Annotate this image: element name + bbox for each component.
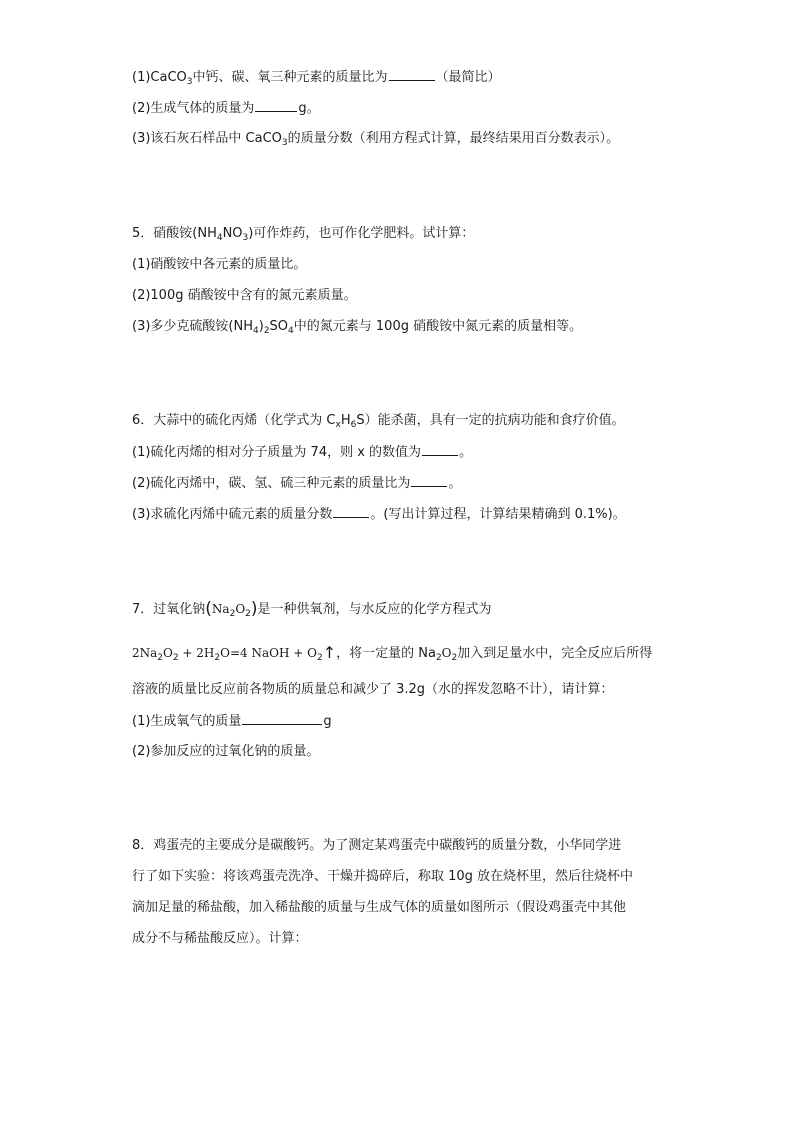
q4-p1-sub: 3 xyxy=(186,77,193,87)
q5-p3-d: 中的氮元素与 100g 硝酸铵中氮元素的质量相等。 xyxy=(293,319,583,334)
q8-line-1 xyxy=(132,837,621,855)
q8-line-3 xyxy=(132,899,626,917)
answer-blank[interactable] xyxy=(389,68,435,81)
answer-blank[interactable] xyxy=(255,99,297,112)
q7-part-2 xyxy=(132,743,319,761)
q7-formula-sub2: 2 xyxy=(245,609,251,619)
q7-eq-sub2: 2 xyxy=(172,653,179,663)
q7-part-1 xyxy=(132,712,332,731)
answer-blank[interactable] xyxy=(333,505,369,518)
q7-left-paren: ( xyxy=(205,599,212,619)
q8-l4-text: 成分不与稀盐酸反应）。计算： xyxy=(132,931,308,946)
q6-stem-c: S）能杀菌，具有一定的抗病功能和食疗价值。 xyxy=(356,413,625,428)
q7-eq-b: O xyxy=(163,646,173,660)
q5-stem-sub1: 4 xyxy=(216,233,223,243)
q4-part-3 xyxy=(132,130,619,148)
q6-part-1 xyxy=(132,443,472,462)
q5-p3-sub3: 4 xyxy=(288,326,294,336)
q8-line-4 xyxy=(132,930,308,948)
q6-p1-a: (1)硫化丙烯的相对分子质量为 74，则 x 的数值为 xyxy=(132,445,422,460)
q4-p1-text-a: (1)CaCO xyxy=(132,70,187,85)
q7-eq-g: 加入到足量水中，完全反应后所得 xyxy=(457,646,653,661)
q7-stem xyxy=(132,600,492,619)
q7-eq-sub4: 2 xyxy=(316,653,323,663)
q6-p3-a: (3)求硫化丙烯中硫元素的质量分数 xyxy=(132,507,333,522)
q8-l1-text: 8．鸡蛋壳的主要成分是碳酸钙。为了测定某鸡蛋壳中碳酸钙的质量分数，小华同学进 xyxy=(132,838,622,853)
q4-p2-text-a: (2)生成气体的质量为 xyxy=(132,101,255,116)
q6-stem-a: 6．大蒜中的硫化丙烯（化学式为 C xyxy=(132,413,336,428)
q6-stem-sub1: x xyxy=(335,420,341,430)
q6-p2-a: (2)硫化丙烯中，碳、氢、硫三种元素的质量比为 xyxy=(132,476,411,491)
q4-p3-sub: 3 xyxy=(281,138,288,148)
q6-part-3 xyxy=(132,505,626,524)
q7-line-3 xyxy=(132,681,614,699)
answer-blank[interactable] xyxy=(422,443,458,456)
q8-l3-text: 滴加足量的稀盐酸，加入稀盐酸的质量与生成气体的质量如图所示（假设鸡蛋壳中其他 xyxy=(132,900,627,915)
q7-p1-a: (1)生成氧气的质量 xyxy=(132,714,242,729)
q8-l2-text: 行了如下实验：将该鸡蛋壳洗净、干燥并捣碎后，称取 10g 放在烧杯里，然后往烧杯中 xyxy=(132,869,634,884)
q8-line-2 xyxy=(132,868,633,886)
q5-p3-sub2: 2 xyxy=(263,326,270,336)
answer-blank[interactable] xyxy=(411,474,447,487)
q7-eq-d: O=4 NaOH + O xyxy=(220,646,317,660)
q5-stem-c: )可作炸药，也可作化学肥料。试计算： xyxy=(248,226,475,241)
q4-p3-text-a: (3)该石灰石样品中 CaCO xyxy=(132,131,282,146)
q7-eq-e: ，将一定量的 Na xyxy=(336,646,436,661)
q7-eq-sub3: 2 xyxy=(214,653,221,663)
q5-p3-b: ) xyxy=(258,319,264,334)
q7-stem-b: 是一种供氧剂，与水反应的化学方程式为 xyxy=(257,602,492,617)
q5-part-2 xyxy=(132,287,357,305)
answer-blank[interactable] xyxy=(242,712,322,725)
q4-p1-text-c: （最简比） xyxy=(435,70,501,85)
q5-stem-a: 5．硝酸铵(NH xyxy=(132,226,217,241)
q6-stem-b: H xyxy=(340,413,351,428)
up-arrow-icon: ↑ xyxy=(322,643,337,662)
q5-p3-c: SO xyxy=(269,319,289,334)
q5-p3-sub1: 4 xyxy=(253,326,259,336)
q7-formula-na: Na xyxy=(211,602,230,616)
q7-p2-text: (2)参加反应的过氧化钠的质量。 xyxy=(132,744,320,759)
q7-eq-sub1: 2 xyxy=(157,653,164,663)
q5-part-1 xyxy=(132,256,306,274)
q7-right-paren: ) xyxy=(250,599,258,619)
q6-p1-b: 。 xyxy=(459,445,473,460)
q7-eq-sub5: 2 xyxy=(435,653,442,663)
q7-line3-text: 溶液的质量比反应前各物质的质量总和减少了 3.2g（水的挥发忽略不计），请计算： xyxy=(132,682,614,697)
q5-part-3 xyxy=(132,318,582,336)
q7-eq-f: O xyxy=(441,646,452,660)
q6-stem-sub2: 6 xyxy=(350,420,357,430)
q6-part-2 xyxy=(132,474,461,493)
q7-eq-sub6: 2 xyxy=(451,653,458,663)
q5-p1-text: (1)硝酸铵中各元素的质量比。 xyxy=(132,257,307,272)
q5-stem-b: NO xyxy=(222,226,243,241)
q6-p3-b: 。(写出计算过程，计算结果精确到 0.1%)。 xyxy=(370,507,626,522)
q7-equation-line xyxy=(132,644,652,663)
q5-p3-a: (3)多少克硫酸铵(NH xyxy=(132,319,253,334)
q7-p1-b: g xyxy=(323,714,332,729)
q5-p2-text: (2)100g 硝酸铵中含有的氮元素质量。 xyxy=(132,288,357,303)
q4-part-1 xyxy=(132,68,501,87)
q5-stem-sub2: 3 xyxy=(242,233,249,243)
q4-p2-text-b: g。 xyxy=(298,101,320,116)
q6-p2-b: 。 xyxy=(448,476,462,491)
q4-p1-text-b: 中钙、碳、氧三种元素的质量比为 xyxy=(192,70,388,85)
q7-formula-sub1: 2 xyxy=(229,609,236,619)
q5-stem xyxy=(132,225,474,243)
q4-part-2 xyxy=(132,99,320,118)
q7-eq-c: + 2H xyxy=(178,646,215,660)
q7-eq-a: 2Na xyxy=(132,646,158,660)
q7-stem-a: 7．过氧化钠 xyxy=(132,602,206,617)
q7-formula-o: O xyxy=(235,602,246,616)
q6-stem xyxy=(132,412,625,430)
q4-p3-text-b: 的质量分数（利用方程式计算，最终结果用百分数表示）。 xyxy=(287,131,620,146)
